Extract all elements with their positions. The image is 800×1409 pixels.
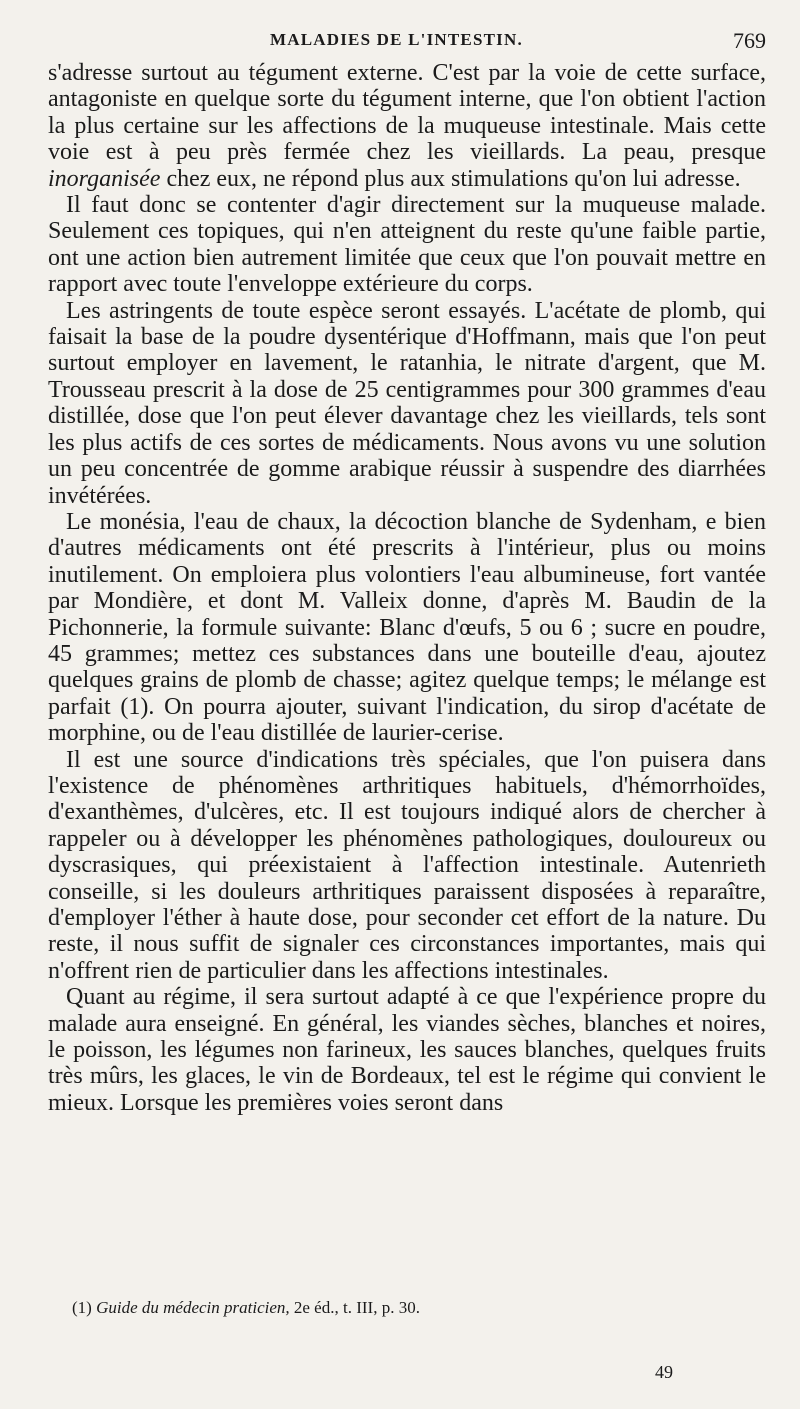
footnote <box>72 1298 420 1318</box>
running-title: MALADIES DE L'INTESTIN. <box>270 30 523 49</box>
footnote-rest: 2e éd., t. III, p. 30. <box>289 1298 420 1317</box>
paragraph-2: Il faut donc se contenter d'agir directement sur la muqueuse malade. Seulement ces topiques, qui n'en atteignent du reste qu'une faible partie, ont une action bien autrement limitée que ceux que l'on pouvait mettre en rapport avec toute l'enveloppe extérieure du corps. <box>48 192 766 298</box>
signature-mark: 49 <box>655 1362 673 1382</box>
paragraph-6: Quant au régime, il sera surtout adapté à ce que l'expérience propre du malade aura enseigné. En général, les viandes sèches, blanches et noires, le poisson, les légumes non farineux, les sauces blanches, quelques fruits très mûrs, les glaces, le vin de Bordeaux, tel est le régime qui convient le mieux. Lorsque les premières voies seront dans <box>48 984 766 1116</box>
body-text <box>48 60 766 1116</box>
footnote-title: Guide du médecin praticien, <box>96 1298 290 1317</box>
page-number: 769 <box>733 28 766 53</box>
page-header <box>48 30 766 60</box>
paragraph-1 <box>48 60 766 192</box>
footnote-marker: (1) <box>72 1298 92 1317</box>
paragraph-4: Le monésia, l'eau de chaux, la décoction blanche de Sydenham, e bien d'autres médicaments ont été prescrits à l'intérieur, plus ou moins inutilement. On emploiera plus volontiers l'eau albumineuse, fort vantée par Mondière, et dont M. Valleix donne, d'après M. Baudin de la Pichonnerie, la formule suivante: Blanc d'œufs, 5 ou 6 ; sucre en poudre, 45 grammes; mettez ces substances dans une bouteille d'eau, ajoutez quelques grains de plomb de chasse; agitez quelque temps; le mélange est parfait (1). On pourra ajouter, suivant l'indication, du sirop d'acétate de morphine, ou de l'eau distillée de laurier-cerise. <box>48 508 766 747</box>
paragraph-3: Les astringents de toute espèce seront essayés. L'acétate de plomb, qui faisait la base de la poudre dysentérique d'Hoffmann, mais que l'on peut surtout employer en lavement, le ratanhia, le nitrate d'argent, que M. Trousseau prescrit à la dose de 25 centigrammes pour 300 grammes d'eau distillée, dose que l'on peut élever davantage chez les vieillards, tels sont les plus actifs de ces sortes de médicaments. Nous avons vu une solution un peu concentrée de gomme arabique réussir à suspendre des diarrhées invétérées. <box>48 297 766 509</box>
paragraph-5: Il est une source d'indications très spéciales, que l'on puisera dans l'existence de phénomènes arthritiques habituels, d'hémorrhoïdes, d'exanthèmes, d'ulcères, etc. Il est toujours indiqué alors de chercher à rappeler ou à développer les phénomènes pathologiques, douloureux ou dyscrasiques, qui préexistaient à l'affection intestinale. Autenrieth conseille, si les douleurs arthritiques paraissent disposées à reparaître, d'employer l'éther à haute dose, pour seconder cet effort de la nature. Du reste, il nous suffit de signaler ces circonstances importantes, mais qui n'offrent rien de particulier dans les affections intestinales. <box>48 746 766 984</box>
paragraph-1-before: s'adresse surtout au tégument externe. C'est par la voie de cette surface, antagoniste en quelque sorte du tégument interne, que l'on obtient l'action la plus certaine sur les affections de la muqueuse intestinale. Mais cette voie est à peu près fermée chez les vieillards. La peau, presque <box>48 60 766 166</box>
paragraph-1-after: chez eux, ne répond plus aux stimulations qu'on lui adresse. <box>160 165 741 192</box>
paragraph-1-italic: inorganisée <box>48 165 161 192</box>
